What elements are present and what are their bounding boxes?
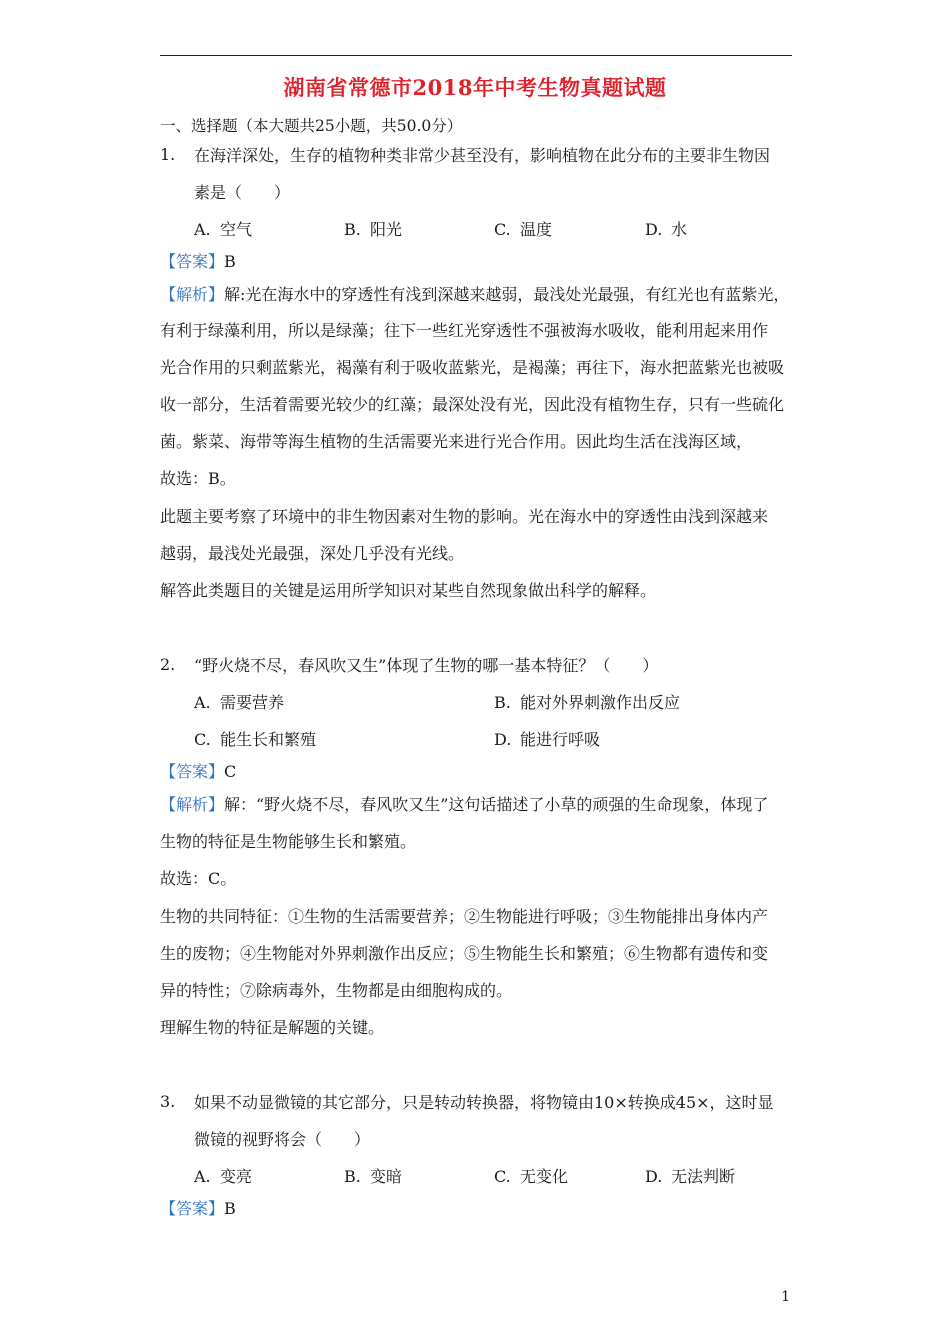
question-1-analysis-line: 此题主要考察了环境中的非生物因素对生物的影响。光在海水中的穿透性由浅到深越来: [160, 507, 769, 526]
question-3-option-d: [645, 1164, 735, 1187]
analysis-text: 解：“野火烧不尽，春风吹又生”这句话描述了小草的顽强的生命现象，体现了: [224, 795, 769, 814]
answer-tag: 【答案】: [160, 1199, 225, 1218]
question-1-analysis-line: 故选：B。: [160, 469, 236, 488]
question-1-option-c: [494, 217, 552, 240]
question-2-analysis-line: 异的特性；⑦除病毒外，生物都是由细胞构成的。: [160, 981, 513, 1000]
question-2-option-c: [194, 727, 316, 750]
analysis-text: 解:光在海水中的穿透性有浅到深越来越弱，最浅处光最强，有红光也有蓝紫光，: [224, 285, 790, 304]
question-2-answer: [160, 761, 796, 783]
option-text: 无法判断: [671, 1167, 736, 1186]
question-1-analysis-line: 光合作用的只剩蓝紫光，褐藻有利于吸收蓝紫光，是褐藻；再往下，海水把蓝紫光也被吸: [160, 358, 785, 377]
page-title: 湖南省常德市2018年中考生物真题试题: [283, 75, 667, 100]
question-3-option-b: [344, 1164, 402, 1187]
option-label: C.: [494, 1167, 511, 1186]
question-2-analysis-line: 故选：C。: [160, 869, 237, 888]
question-3-stem-line: 如果不动显微镜的其它部分，只是转动转换器，将物镜由10×转换成45×，这时显: [194, 1093, 774, 1112]
question-1-number: 1.: [160, 145, 176, 164]
question-3-answer: [160, 1198, 796, 1220]
answer-value: C: [224, 762, 237, 781]
question-3-option-a: [194, 1164, 252, 1187]
question-1-option-d: [645, 217, 687, 240]
option-label: D.: [494, 730, 512, 749]
answer-tag: 【答案】: [160, 252, 225, 271]
question-2-stem-line: “野火烧不尽，春风吹又生”体现了生物的哪一基本特征？（ ）: [194, 656, 659, 675]
option-text: 变亮: [220, 1167, 253, 1186]
option-label: C.: [494, 220, 511, 239]
option-label: B.: [344, 1167, 361, 1186]
question-1-analysis-line: 解答此类题目的关键是运用所学知识对某些自然现象做出科学的解释。: [160, 581, 657, 600]
question-1-option-b: [344, 217, 402, 240]
option-label: D.: [645, 220, 663, 239]
question-3-stem-line: 微镜的视野将会（ ）: [194, 1130, 371, 1149]
option-label: A.: [194, 693, 211, 712]
option-text: 变暗: [370, 1167, 403, 1186]
question-2-analysis-line: [160, 794, 796, 816]
question-2-analysis-line: 理解生物的特征是解题的关键。: [160, 1018, 385, 1037]
question-1-analysis-line: 有利于绿藻利用，所以是绿藻；往下一些红光穿透性不强被海水吸收，能利用起来用作: [160, 321, 769, 340]
question-2-number: 2.: [160, 655, 176, 674]
option-label: C.: [194, 730, 211, 749]
answer-value: B: [224, 252, 236, 271]
option-text: 无变化: [520, 1167, 569, 1186]
question-2-analysis-line: 生的废物；④生物能对外界刺激作出反应；⑤生物能生长和繁殖；⑥生物都有遗传和变: [160, 944, 769, 963]
option-label: D.: [645, 1167, 663, 1186]
answer-value: B: [224, 1199, 236, 1218]
option-text: 能对外界刺激作出反应: [520, 693, 681, 712]
question-1-analysis-line: 越弱，最浅处光最强，深处几乎没有光线。: [160, 544, 465, 563]
question-1-stem-line: 素是（ ）: [194, 183, 291, 202]
question-1-analysis-line: [160, 284, 796, 306]
section-heading: 一、选择题（本大题共25小题，共50.0分）: [160, 117, 463, 135]
question-3-option-c: [494, 1164, 568, 1187]
option-text: 需要营养: [220, 693, 285, 712]
option-label: A.: [194, 1167, 211, 1186]
option-text: 水: [671, 220, 688, 239]
header-rule: [160, 55, 792, 56]
question-2-analysis-line: 生物的特征是生物能够生长和繁殖。: [160, 832, 417, 851]
question-1-answer: [160, 251, 796, 273]
option-text: 空气: [220, 220, 253, 239]
option-label: B.: [344, 220, 361, 239]
option-text: 能进行呼吸: [520, 730, 601, 749]
question-2-analysis-line: 生物的共同特征：①生物的生活需要营养；②生物能进行呼吸；③生物能排出身体内产: [160, 907, 769, 926]
answer-tag: 【答案】: [160, 762, 225, 781]
option-text: 温度: [520, 220, 553, 239]
option-label: A.: [194, 220, 211, 239]
question-3-number: 3.: [160, 1092, 176, 1111]
analysis-tag: 【解析】: [160, 285, 225, 304]
question-1-analysis-line: 菌。紫菜、海带等海生植物的生活需要光来进行光合作用。因此均生活在浅海区域，: [160, 432, 753, 451]
question-1-stem-line: 在海洋深处，生存的植物种类非常少甚至没有，影响植物在此分布的主要非生物因: [194, 146, 771, 165]
question-1-analysis-line: 收一部分，生活着需要光较少的红藻；最深处没有光，因此没有植物生存，只有一些硫化: [160, 395, 785, 414]
option-text: 能生长和繁殖: [220, 730, 317, 749]
question-1-option-a: [194, 217, 252, 240]
option-text: 阳光: [370, 220, 403, 239]
question-2-option-b: [494, 690, 680, 713]
option-label: B.: [494, 693, 511, 712]
question-2-option-d: [494, 727, 600, 750]
question-2-option-a: [194, 690, 284, 713]
analysis-tag: 【解析】: [160, 795, 225, 814]
page-number: 1: [781, 1289, 790, 1305]
